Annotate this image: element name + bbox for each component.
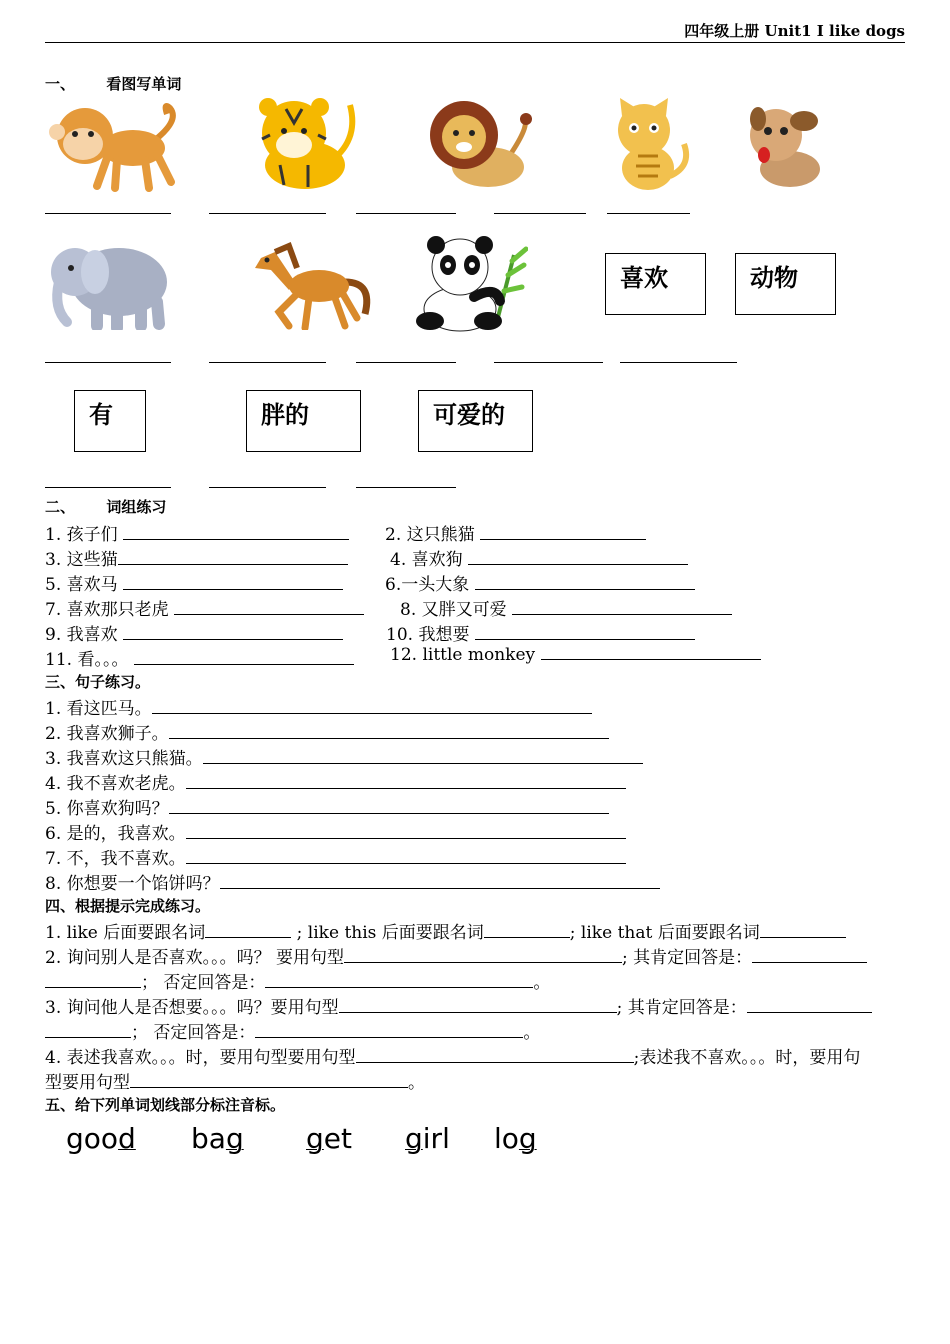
phrase-item: 2. 这只熊猫 xyxy=(385,520,646,545)
answer-blank[interactable] xyxy=(186,774,626,789)
hint-question-4: 4. 表述我喜欢。。。时，要用句型要用句型 ;表述我不喜欢。。。时，要用句 xyxy=(45,1048,861,1068)
answer-blank[interactable] xyxy=(203,749,643,764)
phrase-item: 8. 又胖又可爱 xyxy=(400,595,732,620)
answer-blank[interactable] xyxy=(620,362,737,363)
answer-blank[interactable] xyxy=(356,487,456,488)
answer-blank[interactable] xyxy=(174,600,364,615)
answer-blank[interactable] xyxy=(209,487,326,488)
phrase-item: 12. little monkey xyxy=(390,645,761,665)
sentence-item: 8. 你想要一个馅饼吗？ xyxy=(45,869,660,894)
tiger-picture xyxy=(250,95,360,191)
answer-blank[interactable] xyxy=(494,213,586,214)
answer-blank[interactable] xyxy=(169,799,609,814)
hint-question-3-cont: ； 否定回答是： 。 xyxy=(45,1018,540,1043)
answer-blank[interactable] xyxy=(494,362,603,363)
answer-blank[interactable] xyxy=(123,525,349,540)
phrase-item: 3. 这些猫 xyxy=(45,545,348,570)
phrase-item: 6.一头大象 xyxy=(385,570,695,595)
sentence-item: 7. 不，我不喜欢。 xyxy=(45,844,626,869)
answer-blank[interactable] xyxy=(209,213,326,214)
header-rule xyxy=(45,42,905,43)
answer-blank[interactable] xyxy=(480,525,646,540)
answer-blank[interactable] xyxy=(134,650,354,665)
answer-blank[interactable] xyxy=(265,973,533,988)
answer-blank[interactable] xyxy=(186,849,626,864)
phonics-word-bag: bag xyxy=(191,1122,244,1155)
answer-blank[interactable] xyxy=(169,724,609,739)
phrase-item: 9. 我喜欢 xyxy=(45,620,343,645)
sentence-item: 2. 我喜欢狮子。 xyxy=(45,719,609,744)
hint-question-4-cont: 型要用句型 。 xyxy=(45,1073,425,1093)
sentence-item: 6. 是的，我喜欢。 xyxy=(45,819,626,844)
section3-title: 三、句子练习。 xyxy=(45,673,151,691)
answer-blank[interactable] xyxy=(45,1023,131,1038)
elephant-picture xyxy=(45,238,170,330)
lion-picture xyxy=(418,95,538,191)
section2-title: 二、 词组练习 xyxy=(45,498,167,516)
word-box-have: 有 xyxy=(74,390,146,452)
phrase-item: 10. 我想要 xyxy=(386,620,695,645)
hint-question-1: 1. like 后面要跟名词 ; like this 后面要跟名词 ; like that 后面要跟名词 xyxy=(45,918,846,943)
answer-blank[interactable] xyxy=(152,699,592,714)
section4-title: 四、根据提示完成练习。 xyxy=(45,897,211,915)
hint-question-3: 3. 询问他人是否想要。。。吗？要用句型 ; 其肯定回答是： xyxy=(45,993,872,1018)
word-box-fat: 胖的 xyxy=(246,390,361,452)
page-header: 四年级上册 Unit1 I like dogs xyxy=(684,22,905,40)
hint-question-2: 2. 询问别人是否喜欢。。。吗？ 要用句型 ; 其肯定回答是： xyxy=(45,943,867,968)
answer-blank[interactable] xyxy=(484,923,570,938)
cat-picture xyxy=(608,96,693,192)
answer-blank[interactable] xyxy=(45,487,171,488)
answer-blank[interactable] xyxy=(123,625,343,640)
sentence-item: 3. 我喜欢这只熊猫。 xyxy=(45,744,643,769)
answer-blank[interactable] xyxy=(475,625,695,640)
answer-blank[interactable] xyxy=(220,874,660,889)
answer-blank[interactable] xyxy=(607,213,690,214)
answer-blank[interactable] xyxy=(752,948,867,963)
section5-title: 五、给下列单词划线部分标注音标。 xyxy=(45,1096,286,1114)
sentence-item: 4. 我不喜欢老虎。 xyxy=(45,769,626,794)
answer-blank[interactable] xyxy=(130,1073,408,1088)
answer-blank[interactable] xyxy=(747,998,872,1013)
phonics-word-good: good xyxy=(66,1122,136,1155)
answer-blank[interactable] xyxy=(356,213,456,214)
hint-question-2-cont: ； 否定回答是： 。 xyxy=(45,968,550,993)
answer-blank[interactable] xyxy=(760,923,846,938)
answer-blank[interactable] xyxy=(541,645,761,660)
answer-blank[interactable] xyxy=(475,575,695,590)
phonics-word-get: get xyxy=(306,1122,352,1155)
answer-blank[interactable] xyxy=(123,575,343,590)
answer-blank[interactable] xyxy=(186,824,626,839)
answer-blank[interactable] xyxy=(339,998,617,1013)
answer-blank[interactable] xyxy=(45,973,141,988)
answer-blank[interactable] xyxy=(255,1023,523,1038)
answer-blank[interactable] xyxy=(118,550,348,565)
phrase-item: 7. 喜欢那只老虎 xyxy=(45,595,364,620)
answer-blank[interactable] xyxy=(205,923,291,938)
word-box-like: 喜欢 xyxy=(605,253,706,315)
answer-blank[interactable] xyxy=(356,1048,634,1063)
panda-picture xyxy=(416,235,528,333)
answer-blank[interactable] xyxy=(45,362,171,363)
horse-picture xyxy=(249,238,374,330)
answer-blank[interactable] xyxy=(45,213,171,214)
sentence-item: 5. 你喜欢狗吗？ xyxy=(45,794,609,819)
dog-picture xyxy=(738,95,828,191)
phrase-item: 11. 看。。。 xyxy=(45,645,354,670)
answer-blank[interactable] xyxy=(512,600,732,615)
answer-blank[interactable] xyxy=(468,550,688,565)
phonics-word-log: log xyxy=(494,1122,537,1155)
phonics-word-girl: girl xyxy=(405,1122,450,1155)
section1-title: 一、 看图写单词 xyxy=(45,75,182,93)
word-box-cute: 可爱的 xyxy=(418,390,533,452)
phrase-item: 1. 孩子们 xyxy=(45,520,349,545)
word-box-animal: 动物 xyxy=(735,253,836,315)
answer-blank[interactable] xyxy=(344,948,622,963)
monkey-picture xyxy=(45,100,185,192)
answer-blank[interactable] xyxy=(356,362,456,363)
answer-blank[interactable] xyxy=(209,362,326,363)
phrase-item: 4. 喜欢狗 xyxy=(390,545,688,570)
phrase-item: 5. 喜欢马 xyxy=(45,570,343,595)
sentence-item: 1. 看这匹马。 xyxy=(45,694,592,719)
